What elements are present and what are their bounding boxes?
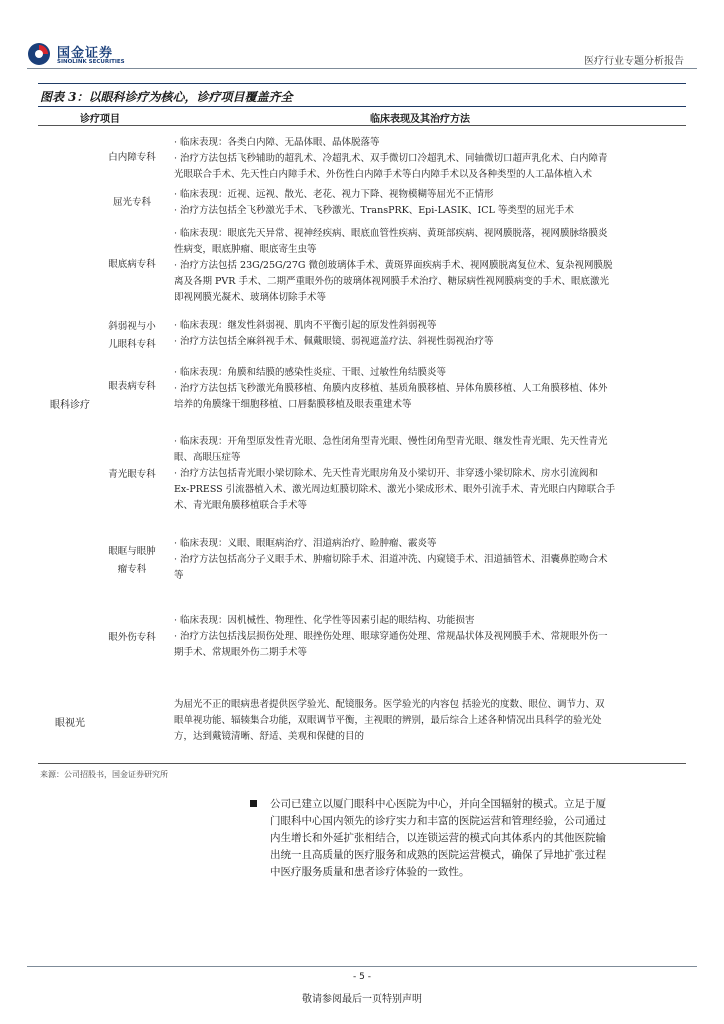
table-row-desc: · 临床表现：开角型原发性青光眼、急性闭角型青光眼、慢性闭角型青光眼、继发性青光眼、先天性青光 眼、高眼压症等 · 治疗方法包括青光眼小梁切除术、先天性青光眼房角及小梁切开、非穿透小梁切除术、房水引流阀和 Ex-PRESS 引流器植入术、激光周边虹膜切除术、激光小梁成形术、眼外引流手术、青光眼白内障联合手 术、青光眼角膜移植联合手术等 bbox=[174, 436, 616, 511]
square-bullet-icon bbox=[250, 800, 257, 807]
table-row-label: 斜弱视与小 儿眼科专科 bbox=[108, 321, 156, 350]
footer-divider bbox=[27, 966, 697, 967]
header-divider bbox=[27, 68, 697, 69]
category-ophthalmology: 眼科诊疗 bbox=[50, 400, 90, 411]
figure-title-rule bbox=[38, 106, 686, 107]
report-type: 医疗行业专题分析报告 bbox=[584, 56, 684, 67]
column-header-item: 诊疗项目 bbox=[80, 114, 120, 125]
table-row-desc: · 临床表现：因机械性、物理性、化学性等因素引起的眼结构、功能损害 · 治疗方法包括浅层损伤处理、眼挫伤处理、眼球穿通伤处理、常规晶状体及视网膜手术、常规眼外伤一 期手术、常规眼外伤二期手术等 bbox=[174, 615, 608, 658]
figure-title: 图表 3：以眼科诊疗为核心，诊疗项目覆盖齐全 bbox=[40, 90, 293, 104]
table-row-label: 白内障专科 bbox=[108, 152, 156, 163]
logo-text-en: SINOLINK SECURITIES bbox=[57, 59, 125, 65]
table-row-desc: · 临床表现：各类白内障、无晶体眼、晶体脱落等 · 治疗方法包括飞秒辅助的超乳术、冷超乳术、双手微切口冷超乳术、同轴微切口超声乳化术、白内障青 光眼联合手术、先天性白内障手术、外伤性白内障手术等白内障手术以及各种类型的人工晶体植入术 bbox=[174, 137, 608, 180]
figure-source: 来源：公司招股书，国金证券研究所 bbox=[40, 770, 168, 779]
table-row-desc: · 临床表现：继发性斜弱视、肌肉不平衡引起的原发性斜弱视等 · 治疗方法包括全麻斜视手术、佩戴眼镜、弱视遮盖疗法、斜视性弱视治疗等 bbox=[174, 320, 494, 347]
table-bottom-rule bbox=[38, 763, 686, 764]
company-logo bbox=[27, 40, 147, 68]
table-row-desc: · 临床表现：义眼、眼眶病治疗、泪道病治疗、睑肿瘤、霰炎等 · 治疗方法包括高分子义眼手术、肿瘤切除手术、泪道冲洗、内窥镜手术、泪道插管术、泪囊鼻腔吻合术 等 bbox=[174, 538, 608, 581]
table-row-label: 屈光专科 bbox=[112, 197, 151, 208]
table-row-label: 眼底病专科 bbox=[108, 259, 156, 270]
footer-disclaimer: 敬请参阅最后一页特别声明 bbox=[302, 994, 422, 1005]
table-header-rule bbox=[38, 125, 686, 126]
table-row-desc: · 临床表现：眼底先天异常、视神经疾病、眼底血管性疾病、黄斑部疾病、视网膜脱落，视网膜脉络膜炎 性病变，眼底肿瘤、眼底寄生虫等 · 治疗方法包括 23G/25G/27G 微创玻璃体手术、黄斑界面疾病手术、视网膜脱离复位术、复杂视网膜脱 离及各期 PVR 手术、二期严重眼外伤的玻璃体视网膜手术治疗、糖尿病性视网膜病变的手术、眼底激光 即视网膜光凝术、玻璃体切除手术等 bbox=[174, 228, 613, 303]
sinolink-logo-icon bbox=[27, 42, 51, 66]
figure-top-rule bbox=[38, 83, 686, 84]
optometry-desc: 为屈光不正的眼病患者提供医学验光、配镜服务。医学验光的内容包 括验光的度数、眼位、调节力、双 眼单视功能、辐辏集合功能，双眼调节平衡，主视眼的辨别，最后综合上述各种情况出具科学的验光处 方，达到戴镜清晰、舒适、美观和保健的目的 bbox=[174, 699, 605, 742]
table-row-label: 眼眶与眼肿 瘤专科 bbox=[108, 546, 156, 575]
table-row-desc: · 临床表现：角膜和结膜的感染性炎症、干眼、过敏性角结膜炎等 · 治疗方法包括飞秒激光角膜移植、角膜内皮移植、基质角膜移植、异体角膜移植、人工角膜移植、体外 培养的角膜缘干细胞移植、口唇黏膜移植及眼表重建术等 bbox=[174, 367, 608, 410]
table-row-desc: · 临床表现：近视、远视、散光、老花、视力下降、视物模糊等屈光不正情形 · 治疗方法包括全飞秒激光手术、飞秒激光、TransPRK、Epi-LASIK、ICL 等类型的屈光手术 bbox=[174, 189, 574, 216]
table-row-label: 眼外伤专科 bbox=[108, 632, 156, 643]
column-header-desc: 临床表现及其治疗方法 bbox=[370, 114, 470, 125]
table-row-label: 青光眼专科 bbox=[108, 469, 156, 480]
paragraph-text: 公司已建立以厦门眼科中心医院为中心，并向全国辐射的模式。立足于厦 门眼科中心国内领先的诊疗实力和丰富的医院运营和管理经验，公司通过 内生增长和外延扩张相结合，以连锁运营的模式向其体系内的其他医院输 出统一且高质量的医疗服务和成熟的医院运营模式，确保了异地扩张过程 中医疗服务质量和患者诊疗体验的一致性。 bbox=[270, 798, 606, 878]
category-optometry: 眼视光 bbox=[55, 718, 85, 729]
table-row-label: 眼表病专科 bbox=[108, 381, 156, 392]
page-number: - 5 - bbox=[353, 972, 371, 982]
logo-text-cn: 国金证券 bbox=[57, 46, 114, 61]
